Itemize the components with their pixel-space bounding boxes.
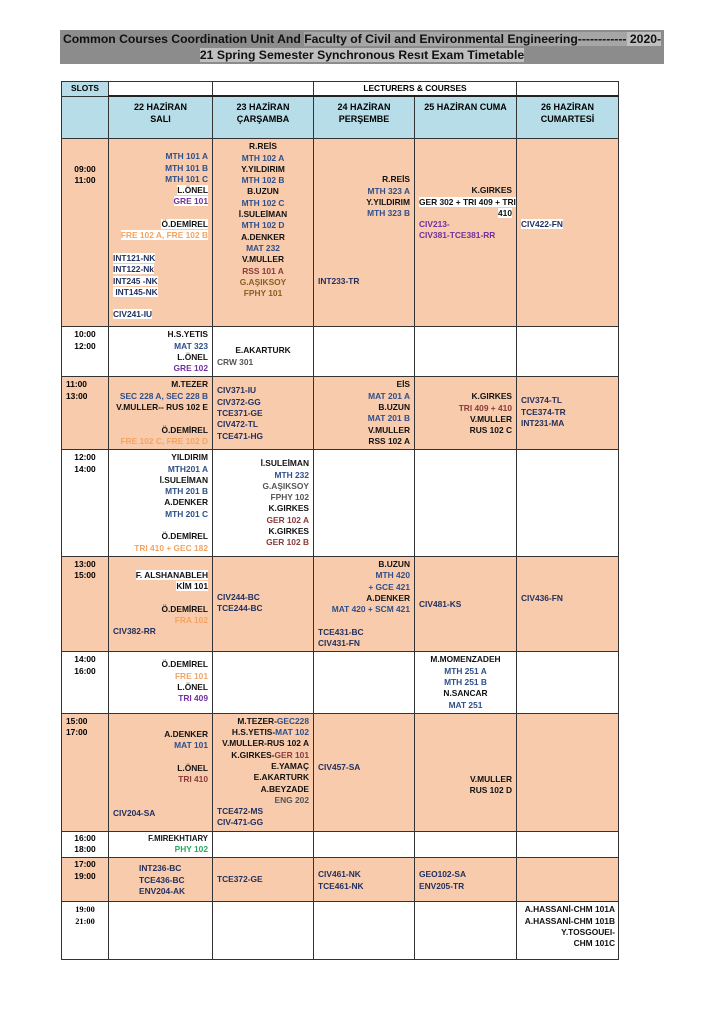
cell-26-1900: A.HASSANİ-CHM 101A A.HASSANİ-CHM 101B Y.TOSGOUEI- CHM 101C bbox=[517, 902, 619, 960]
title-part-3: 2020- bbox=[626, 32, 662, 46]
title-line-2: 21 Spring Semester Synchronous Resıt Exam Timetable bbox=[199, 48, 525, 62]
slot-time: 14:00 16:00 bbox=[62, 652, 109, 713]
slot-row-1400 bbox=[62, 652, 619, 713]
slot-time: 17:00 19:00 bbox=[62, 858, 109, 902]
cell-25-1500: V.MULLER RUS 102 D bbox=[415, 713, 517, 831]
day-header-26: 26 HAZİRAN CUMARTESİ bbox=[517, 96, 619, 139]
cell-24-1600 bbox=[314, 831, 415, 858]
cell-24-1000 bbox=[314, 327, 415, 377]
cell-22-0900: MTH 101 A MTH 101 B MTH 101 C L.ÖNEL GRE 101 Ö.DEMİREL FRE 102 A, FRE 102 B INT121-NK INT122-Nk INT245 -NK INT145-NK CIV241-IU bbox=[109, 139, 213, 327]
cell-26-1600 bbox=[517, 831, 619, 858]
cell-25-1100: K.GIRKES TRI 409 + 410 V.MULLER RUS 102 C bbox=[415, 377, 517, 450]
cell-23-1900 bbox=[213, 902, 314, 960]
cell-26-1200 bbox=[517, 450, 619, 557]
cell-22-1900 bbox=[109, 902, 213, 960]
slot-row-0900 bbox=[62, 139, 619, 327]
cell-24-1100: EİS MAT 201 A B.UZUN MAT 201 B V.MULLER RSS 102 A bbox=[314, 377, 415, 450]
slots-header: SLOTS bbox=[62, 82, 109, 97]
day-header-23: 23 HAZİRAN ÇARŞAMBA bbox=[213, 96, 314, 139]
slot-row-1300 bbox=[62, 556, 619, 651]
cell-26-1300: CIV436-FN bbox=[517, 556, 619, 651]
slot-time: 19:00 21:00 bbox=[62, 902, 109, 960]
cell-23-1000: E.AKARTURK CRW 301 bbox=[213, 327, 314, 377]
cell-23-1300: CIV244-BC TCE244-BC bbox=[213, 556, 314, 651]
cell-22-1600: F.MIREKHTIARY PHY 102 bbox=[109, 831, 213, 858]
cell-25-1700: GEO102-SA ENV205-TR bbox=[415, 858, 517, 902]
cell-24-1700: CIV461-NK TCE461-NK bbox=[314, 858, 415, 902]
slot-row-1600 bbox=[62, 831, 619, 858]
cell-23-0900: R.REİS MTH 102 A Y.YILDIRIM MTH 102 B B.UZUN MTH 102 C İ.SULEİMAN MTH 102 D A.DENKER MAT 232 V.MULLER RSS 101 A G.AŞIKSOY FPHY 101 bbox=[213, 139, 314, 327]
cell-22-1100: M.TEZER SEC 228 A, SEC 228 B V.MULLER-- RUS 102 E Ö.DEMİREL FRE 102 C, FRE 102 D bbox=[109, 377, 213, 450]
cell-24-1300: B.UZUN MTH 420 + GCE 421 A.DENKER MAT 420 + SCM 421 TCE431-BC CIV431-FN bbox=[314, 556, 415, 651]
cell-26-1700 bbox=[517, 858, 619, 902]
cell-26-1400 bbox=[517, 652, 619, 713]
cell-24-1400 bbox=[314, 652, 415, 713]
slot-time: 15:00 17:00 bbox=[62, 713, 109, 831]
cell-23-1200: İ.SULEİMAN MTH 232 G.AŞIKSOY FPHY 102 K.GIRKES GER 102 A K.GIRKES GER 102 B bbox=[213, 450, 314, 557]
cell-25-1900 bbox=[415, 902, 517, 960]
cell-25-1000 bbox=[415, 327, 517, 377]
cell-26-1500 bbox=[517, 713, 619, 831]
cell-24-1900 bbox=[314, 902, 415, 960]
slot-time: 09:00 11:00 bbox=[62, 139, 109, 327]
slot-time: 11:00 13:00 bbox=[62, 377, 109, 450]
cell-23-1400 bbox=[213, 652, 314, 713]
cell-22-1200: YILDIRIM MTH201 A İ.SULEİMAN MTH 201 B A.DENKER MTH 201 C Ö.DEMİREL TRI 410 + GEC 182 bbox=[109, 450, 213, 557]
title-part-2: Faculty of Civil and Environmental Engineering------------ bbox=[304, 32, 627, 46]
slot-row-1100 bbox=[62, 377, 619, 450]
cell-25-1300: CIV481-KS bbox=[415, 556, 517, 651]
slot-time: 13:00 15:00 bbox=[62, 556, 109, 651]
cell-23-1500: M.TEZER-GEC228 H.S.YETIS-MAT 102 V.MULLER-RUS 102 A K.GIRKES-GER 101 E.YAMAÇ E.AKARTURK A.BEYZADE ENG 202 TCE472-MS CIV-471-GG bbox=[213, 713, 314, 831]
slot-row-1200 bbox=[62, 450, 619, 557]
header-row-days bbox=[62, 96, 619, 139]
slot-time: 16:00 18:00 bbox=[62, 831, 109, 858]
cell-24-1500: CIV457-SA bbox=[314, 713, 415, 831]
page-title bbox=[60, 30, 664, 64]
cell-26-0900: CIV422-FN bbox=[517, 139, 619, 327]
cell-22-1400: Ö.DEMİREL FRE 101 L.ÖNEL TRI 409 bbox=[109, 652, 213, 713]
cell-25-1200 bbox=[415, 450, 517, 557]
cell-23-1600 bbox=[213, 831, 314, 858]
slot-time: 10:00 12:00 bbox=[62, 327, 109, 377]
cell-25-1400: M.MOMENZADEH MTH 251 A MTH 251 B N.SANCAR MAT 251 bbox=[415, 652, 517, 713]
cell-25-0900: K.GIRKES GER 302 + TRI 409 + TRI 410 CIV213- CIV381-TCE381-RR bbox=[415, 139, 517, 327]
lecturers-courses-header: LECTURERS & COURSES bbox=[314, 82, 517, 97]
cell-25-1600 bbox=[415, 831, 517, 858]
slot-row-1700 bbox=[62, 858, 619, 902]
cell-22-1700: INT236-BC TCE436-BC ENV204-AK bbox=[109, 858, 213, 902]
slot-row-1000 bbox=[62, 327, 619, 377]
cell-24-0900: R.REİS MTH 323 A Y.YILDIRIM MTH 323 B INT233-TR bbox=[314, 139, 415, 327]
cell-26-1100: CIV374-TL TCE374-TR INT231-MA bbox=[517, 377, 619, 450]
day-header-24: 24 HAZİRAN PERŞEMBE bbox=[314, 96, 415, 139]
slot-row-1900 bbox=[62, 902, 619, 960]
cell-23-1100: CIV371-IU CIV372-GG TCE371-GE CIV472-TL TCE471-HG bbox=[213, 377, 314, 450]
cell-26-1000 bbox=[517, 327, 619, 377]
cell-22-1500: A.DENKER MAT 101 L.ÖNEL TRI 410 CIV204-SA bbox=[109, 713, 213, 831]
cell-22-1300: F. ALSHANABLEH KİM 101 Ö.DEMİREL FRA 102 CIV382-RR bbox=[109, 556, 213, 651]
day-header-22: 22 HAZİRAN SALI bbox=[109, 96, 213, 139]
day-header-25: 25 HAZİRAN CUMA bbox=[415, 96, 517, 139]
slot-row-1500 bbox=[62, 713, 619, 831]
exam-timetable bbox=[61, 81, 619, 960]
header-row-top bbox=[62, 82, 619, 97]
cell-24-1200 bbox=[314, 450, 415, 557]
slot-time: 12:00 14:00 bbox=[62, 450, 109, 557]
title-part-1: Common Courses Coordination Unit And bbox=[62, 32, 305, 46]
cell-23-1700: TCE372-GE bbox=[213, 858, 314, 902]
cell-22-1000: H.S.YETIS MAT 323 L.ÖNEL GRE 102 bbox=[109, 327, 213, 377]
